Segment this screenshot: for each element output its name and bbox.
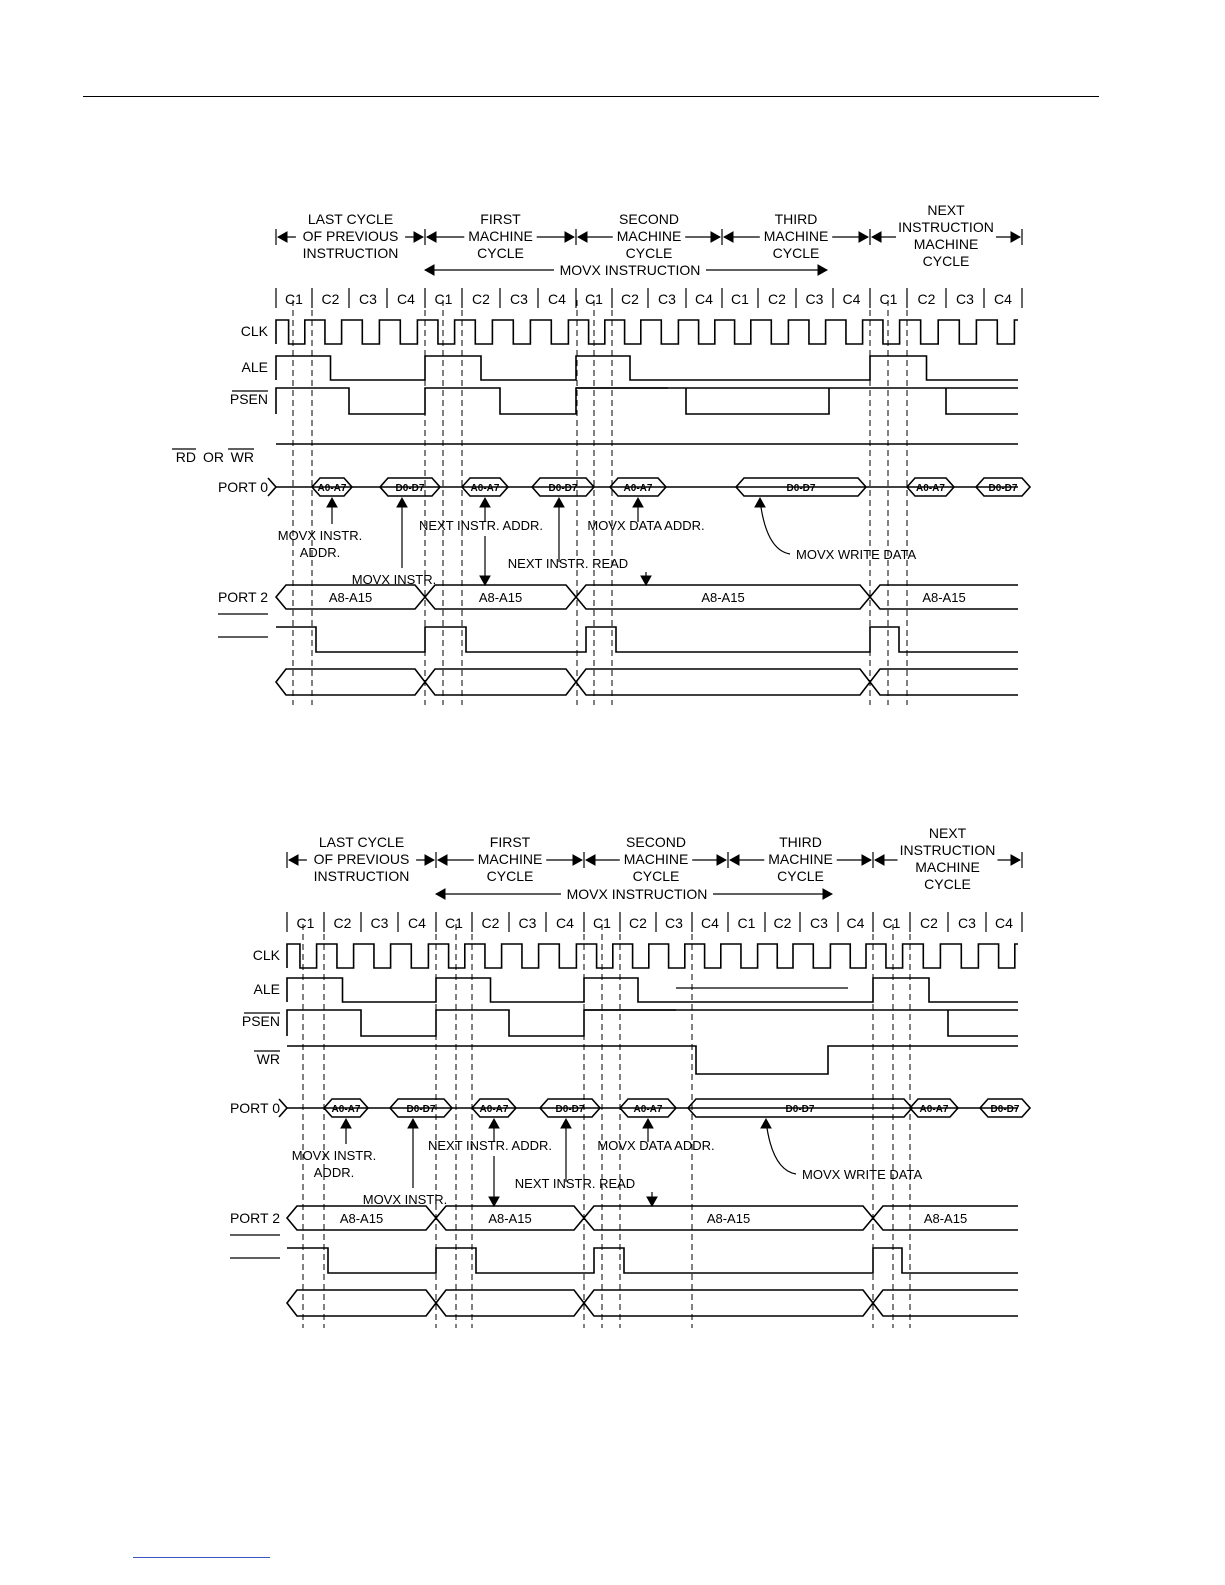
label-next-instr-read: NEXT INSTR. READ [514, 1176, 636, 1191]
third-cycle-text-1: MACHINE [763, 228, 829, 244]
port0-segment-1-label: D0-D7 [406, 1104, 436, 1115]
clock-state-label-11: C4 [701, 915, 719, 931]
port2-segment-label-2: A8-A15 [701, 590, 745, 605]
port0-segment-3-label: D0-D7 [555, 1104, 585, 1115]
third-cycle-text-0: THIRD [779, 834, 822, 850]
second-cycle-arrowhead-right [711, 232, 720, 242]
arrowhead-down-port2-1 [489, 1197, 499, 1206]
clock-state-label-6: C3 [518, 915, 537, 931]
clock-state-label-2: C3 [370, 915, 389, 931]
third-cycle-text-2: CYCLE [772, 245, 820, 261]
clock-state-label-19: C4 [994, 291, 1012, 307]
first-cycle-arrowhead-left [438, 855, 447, 865]
first-cycle-text-2: CYCLE [486, 868, 534, 884]
clock-state-label-16: C1 [879, 291, 898, 307]
clock-state-label-16: C1 [882, 915, 901, 931]
clock-state-label-8: C1 [585, 291, 603, 307]
clock-state-label-11: C4 [695, 291, 713, 307]
next-cycle-text-2: MACHINE [915, 859, 980, 875]
third-cycle-arrowhead-right [862, 855, 871, 865]
next-cycle-arrowhead-right [1011, 855, 1020, 865]
arrowhead-movx-write-data [755, 498, 765, 507]
port2-segment-label-0: A8-A15 [339, 1211, 384, 1226]
clock-state-label-8: C1 [593, 915, 611, 931]
clock-state-label-10: C3 [665, 915, 683, 931]
last-cycle-text-0: LAST CYCLE [307, 211, 394, 227]
bottom-bus-segment-2 [584, 1290, 873, 1316]
timing-diagram-top [0, 0, 1225, 760]
first-cycle-arrowhead-right [565, 232, 574, 242]
next-cycle-text-3: CYCLE [922, 253, 970, 269]
second-cycle-arrowhead-right [717, 855, 726, 865]
first-cycle-text-1: MACHINE [477, 851, 543, 867]
next-cycle-text-1: INSTRUCTION [898, 219, 994, 235]
last-cycle-arrowhead-right [414, 232, 423, 242]
movx-arrowhead-left [425, 265, 434, 275]
clock-state-label-18: C3 [956, 291, 974, 307]
clock-state-label-14: C3 [805, 291, 824, 307]
movx-instruction-label: MOVX INSTRUCTION [559, 262, 701, 278]
clock-state-label-12: C1 [737, 915, 756, 931]
port0-segment-3-label: D0-D7 [548, 483, 578, 494]
movx-arrowhead-left [436, 889, 445, 899]
port0-start-edge [268, 478, 276, 496]
arrow-movx-write-data [766, 1121, 796, 1174]
clock-state-label-12: C1 [731, 291, 749, 307]
port0-segment-6-label: A0-A7 [916, 483, 945, 494]
ale-signal-name: ALE [241, 359, 268, 375]
first-cycle-text-2: CYCLE [477, 245, 524, 261]
port0-segment-0-label: A0-A7 [331, 1104, 361, 1115]
clock-state-label-5: C2 [472, 291, 490, 307]
first-cycle-text-0: FIRST [480, 211, 521, 227]
or-signal-name: OR [203, 449, 224, 465]
next-cycle-arrowhead-left [872, 232, 881, 242]
next-cycle-text-0: NEXT [928, 825, 967, 841]
port0-signal-name: PORT 0 [217, 479, 268, 495]
ale-waveform [276, 356, 1018, 380]
next-cycle-arrowhead-left [875, 855, 884, 865]
psen-next-low [948, 1010, 1018, 1036]
port0-signal-name: PORT 0 [229, 1100, 280, 1116]
clock-state-label-2: C3 [359, 291, 377, 307]
last-cycle-text-1: OF PREVIOUS [302, 228, 399, 244]
port2-segment-label-1: A8-A15 [488, 1211, 532, 1226]
port0-segment-2-label: A0-A7 [470, 483, 500, 494]
movx-arrowhead-right [823, 889, 832, 899]
ale-signal-name: ALE [253, 981, 280, 997]
clock-state-label-14: C3 [810, 915, 828, 931]
port2-segment-label-3: A8-A15 [922, 590, 966, 605]
port0-segment-4-label: A0-A7 [623, 483, 653, 494]
clock-state-label-19: C4 [995, 915, 1013, 931]
label-next-instr-addr: NEXT INSTR. ADDR. [427, 1138, 553, 1153]
clock-state-label-1: C2 [333, 915, 352, 931]
second-cycle-text-0: SECOND [619, 211, 679, 227]
clock-state-label-10: C3 [658, 291, 676, 307]
clock-state-label-1: C2 [321, 291, 340, 307]
label-movx-instr-addr-line1: MOVX INSTR. [291, 1148, 377, 1163]
wr-waveform [287, 1046, 1018, 1074]
arrowhead-down-port2-1 [480, 576, 490, 585]
rd-signal-name: RD [175, 449, 196, 465]
arrowhead-next-instr-read [561, 1119, 571, 1128]
clock-state-label-9: C2 [621, 291, 639, 307]
third-cycle-arrowhead-left [730, 855, 739, 865]
clock-state-label-9: C2 [629, 915, 647, 931]
timing-diagram-bottom [0, 820, 1225, 1340]
label-movx-write-data: MOVX WRITE DATA [796, 547, 917, 562]
port0-segment-4-label: A0-A7 [633, 1104, 663, 1115]
port0-segment-5-label: D0-D7 [785, 1104, 815, 1115]
third-cycle-arrowhead-left [724, 232, 733, 242]
bottom-bus-segment-3 [873, 1290, 1018, 1316]
third-cycle-text-1: MACHINE [768, 851, 833, 867]
clock-state-label-7: C4 [548, 291, 566, 307]
arrowhead-movx-instr [397, 498, 407, 507]
psen-third-cycle-low [686, 388, 829, 414]
third-cycle-arrowhead-right [859, 232, 868, 242]
third-cycle-text-0: THIRD [774, 211, 818, 227]
label-movx-data-addr: MOVX DATA ADDR. [587, 518, 705, 533]
port0-segment-7-label: D0-D7 [990, 1104, 1020, 1115]
last-cycle-arrowhead-right [425, 855, 434, 865]
second-cycle-arrowhead-left [586, 855, 595, 865]
port0-segment-2-label: A0-A7 [479, 1104, 509, 1115]
clock-state-label-4: C1 [445, 915, 463, 931]
last-cycle-text-0: LAST CYCLE [318, 834, 405, 850]
port2-signal-name: PORT 2 [217, 589, 268, 605]
movx-instruction-label: MOVX INSTRUCTION [566, 886, 708, 902]
clock-state-label-18: C3 [958, 915, 976, 931]
second-cycle-text-2: CYCLE [625, 245, 673, 261]
clock-state-label-5: C2 [481, 915, 500, 931]
clk-signal-name: CLK [240, 323, 268, 339]
arrow-movx-write-data [760, 500, 790, 554]
port2-segment-label-1: A8-A15 [478, 590, 523, 605]
port2-segment-label-0: A8-A15 [328, 590, 373, 605]
clk-signal-name: CLK [252, 947, 280, 963]
last-cycle-arrowhead-left [278, 232, 287, 242]
arrowhead-movx-instr-addr [341, 1119, 351, 1128]
footer-link-underline[interactable] [133, 1557, 270, 1558]
arrowhead-down-port2-2 [641, 576, 651, 585]
next-cycle-text-0: NEXT [927, 202, 965, 218]
clock-state-label-0: C1 [285, 291, 303, 307]
label-movx-write-data: MOVX WRITE DATA [802, 1167, 923, 1182]
second-cycle-text-1: MACHINE [616, 228, 682, 244]
second-cycle-text-1: MACHINE [623, 851, 689, 867]
first-cycle-arrowhead-right [573, 855, 582, 865]
bottom-bus-segment-1 [425, 669, 576, 695]
psen-signal-name: PSEN [229, 391, 268, 407]
bottom-bus-segment-3 [870, 669, 1018, 695]
clock-state-label-15: C4 [842, 291, 861, 307]
strobe-waveform [287, 1248, 1018, 1273]
port0-start-edge [279, 1099, 287, 1117]
psen-waveform [287, 1010, 1018, 1036]
bottom-bus-segment-1 [436, 1290, 584, 1316]
arrowhead-movx-data-addr [633, 498, 643, 507]
arrowhead-movx-instr-addr [327, 498, 337, 507]
bottom-bus-segment-2 [576, 669, 870, 695]
label-movx-instr-addr-line2: ADDR. [299, 545, 341, 560]
next-cycle-text-3: CYCLE [924, 876, 971, 892]
next-cycle-arrowhead-right [1011, 232, 1020, 242]
port2-segment-label-2: A8-A15 [706, 1211, 751, 1226]
port0-segment-6-label: A0-A7 [919, 1104, 949, 1115]
last-cycle-arrowhead-left [289, 855, 298, 865]
label-movx-instr-addr-line1: MOVX INSTR. [277, 528, 363, 543]
label-movx-instr-addr-line2: ADDR. [313, 1165, 355, 1180]
last-cycle-text-1: OF PREVIOUS [313, 851, 410, 867]
clock-state-label-0: C1 [296, 915, 315, 931]
port0-segment-0-label: A0-A7 [317, 483, 347, 494]
psen-signal-name: PSEN [241, 1013, 280, 1029]
bottom-bus-segment-0 [276, 669, 425, 695]
clock-state-label-4: C1 [434, 291, 453, 307]
arrowhead-next-instr-read [554, 498, 564, 507]
first-cycle-text-1: MACHINE [468, 228, 533, 244]
clock-state-label-17: C2 [920, 915, 938, 931]
third-cycle-text-2: CYCLE [777, 868, 824, 884]
first-cycle-text-0: FIRST [489, 834, 531, 850]
port0-segment-5-label: D0-D7 [786, 483, 816, 494]
last-cycle-text-2: INSTRUCTION [302, 245, 399, 261]
label-movx-data-addr: MOVX DATA ADDR. [597, 1138, 715, 1153]
label-movx-instr: MOVX INSTR. [362, 1192, 448, 1207]
label-next-instr-addr: NEXT INSTR. ADDR. [418, 518, 544, 533]
arrowhead-next-instr-addr [480, 498, 490, 507]
next-cycle-text-1: INSTRUCTION [899, 842, 996, 858]
ale-waveform [287, 978, 1018, 1002]
port0-segment-7-label: D0-D7 [988, 483, 1018, 494]
clk-waveform [287, 944, 1018, 968]
last-cycle-text-2: INSTRUCTION [313, 868, 410, 884]
port0-segment-1-label: D0-D7 [395, 483, 425, 494]
wr-signal-name: WR [256, 1051, 280, 1067]
clock-state-label-6: C3 [510, 291, 528, 307]
clock-state-label-13: C2 [768, 291, 786, 307]
first-cycle-arrowhead-left [427, 232, 436, 242]
clock-state-label-17: C2 [917, 291, 936, 307]
arrowhead-movx-write-data [761, 1119, 771, 1128]
clock-state-label-13: C2 [773, 915, 792, 931]
second-cycle-text-2: CYCLE [632, 868, 680, 884]
wr-signal-name: WR [230, 449, 254, 465]
second-cycle-text-0: SECOND [626, 834, 686, 850]
arrowhead-next-instr-addr [489, 1119, 499, 1128]
movx-arrowhead-right [818, 265, 827, 275]
clock-state-label-3: C4 [408, 915, 426, 931]
second-cycle-arrowhead-left [578, 232, 587, 242]
label-movx-instr: MOVX INSTR. [351, 572, 437, 587]
next-cycle-text-2: MACHINE [913, 236, 979, 252]
clock-state-label-3: C4 [397, 291, 415, 307]
psen-next-low [946, 388, 1018, 414]
clock-state-label-7: C4 [556, 915, 574, 931]
arrowhead-movx-data-addr [643, 1119, 653, 1128]
clock-state-label-15: C4 [846, 915, 865, 931]
arrowhead-movx-instr [408, 1119, 418, 1128]
port2-segment-label-3: A8-A15 [923, 1211, 968, 1226]
bottom-bus-segment-0 [287, 1290, 436, 1316]
arrowhead-down-port2-2 [647, 1197, 657, 1206]
label-next-instr-read: NEXT INSTR. READ [507, 556, 629, 571]
port2-signal-name: PORT 2 [229, 1210, 280, 1226]
